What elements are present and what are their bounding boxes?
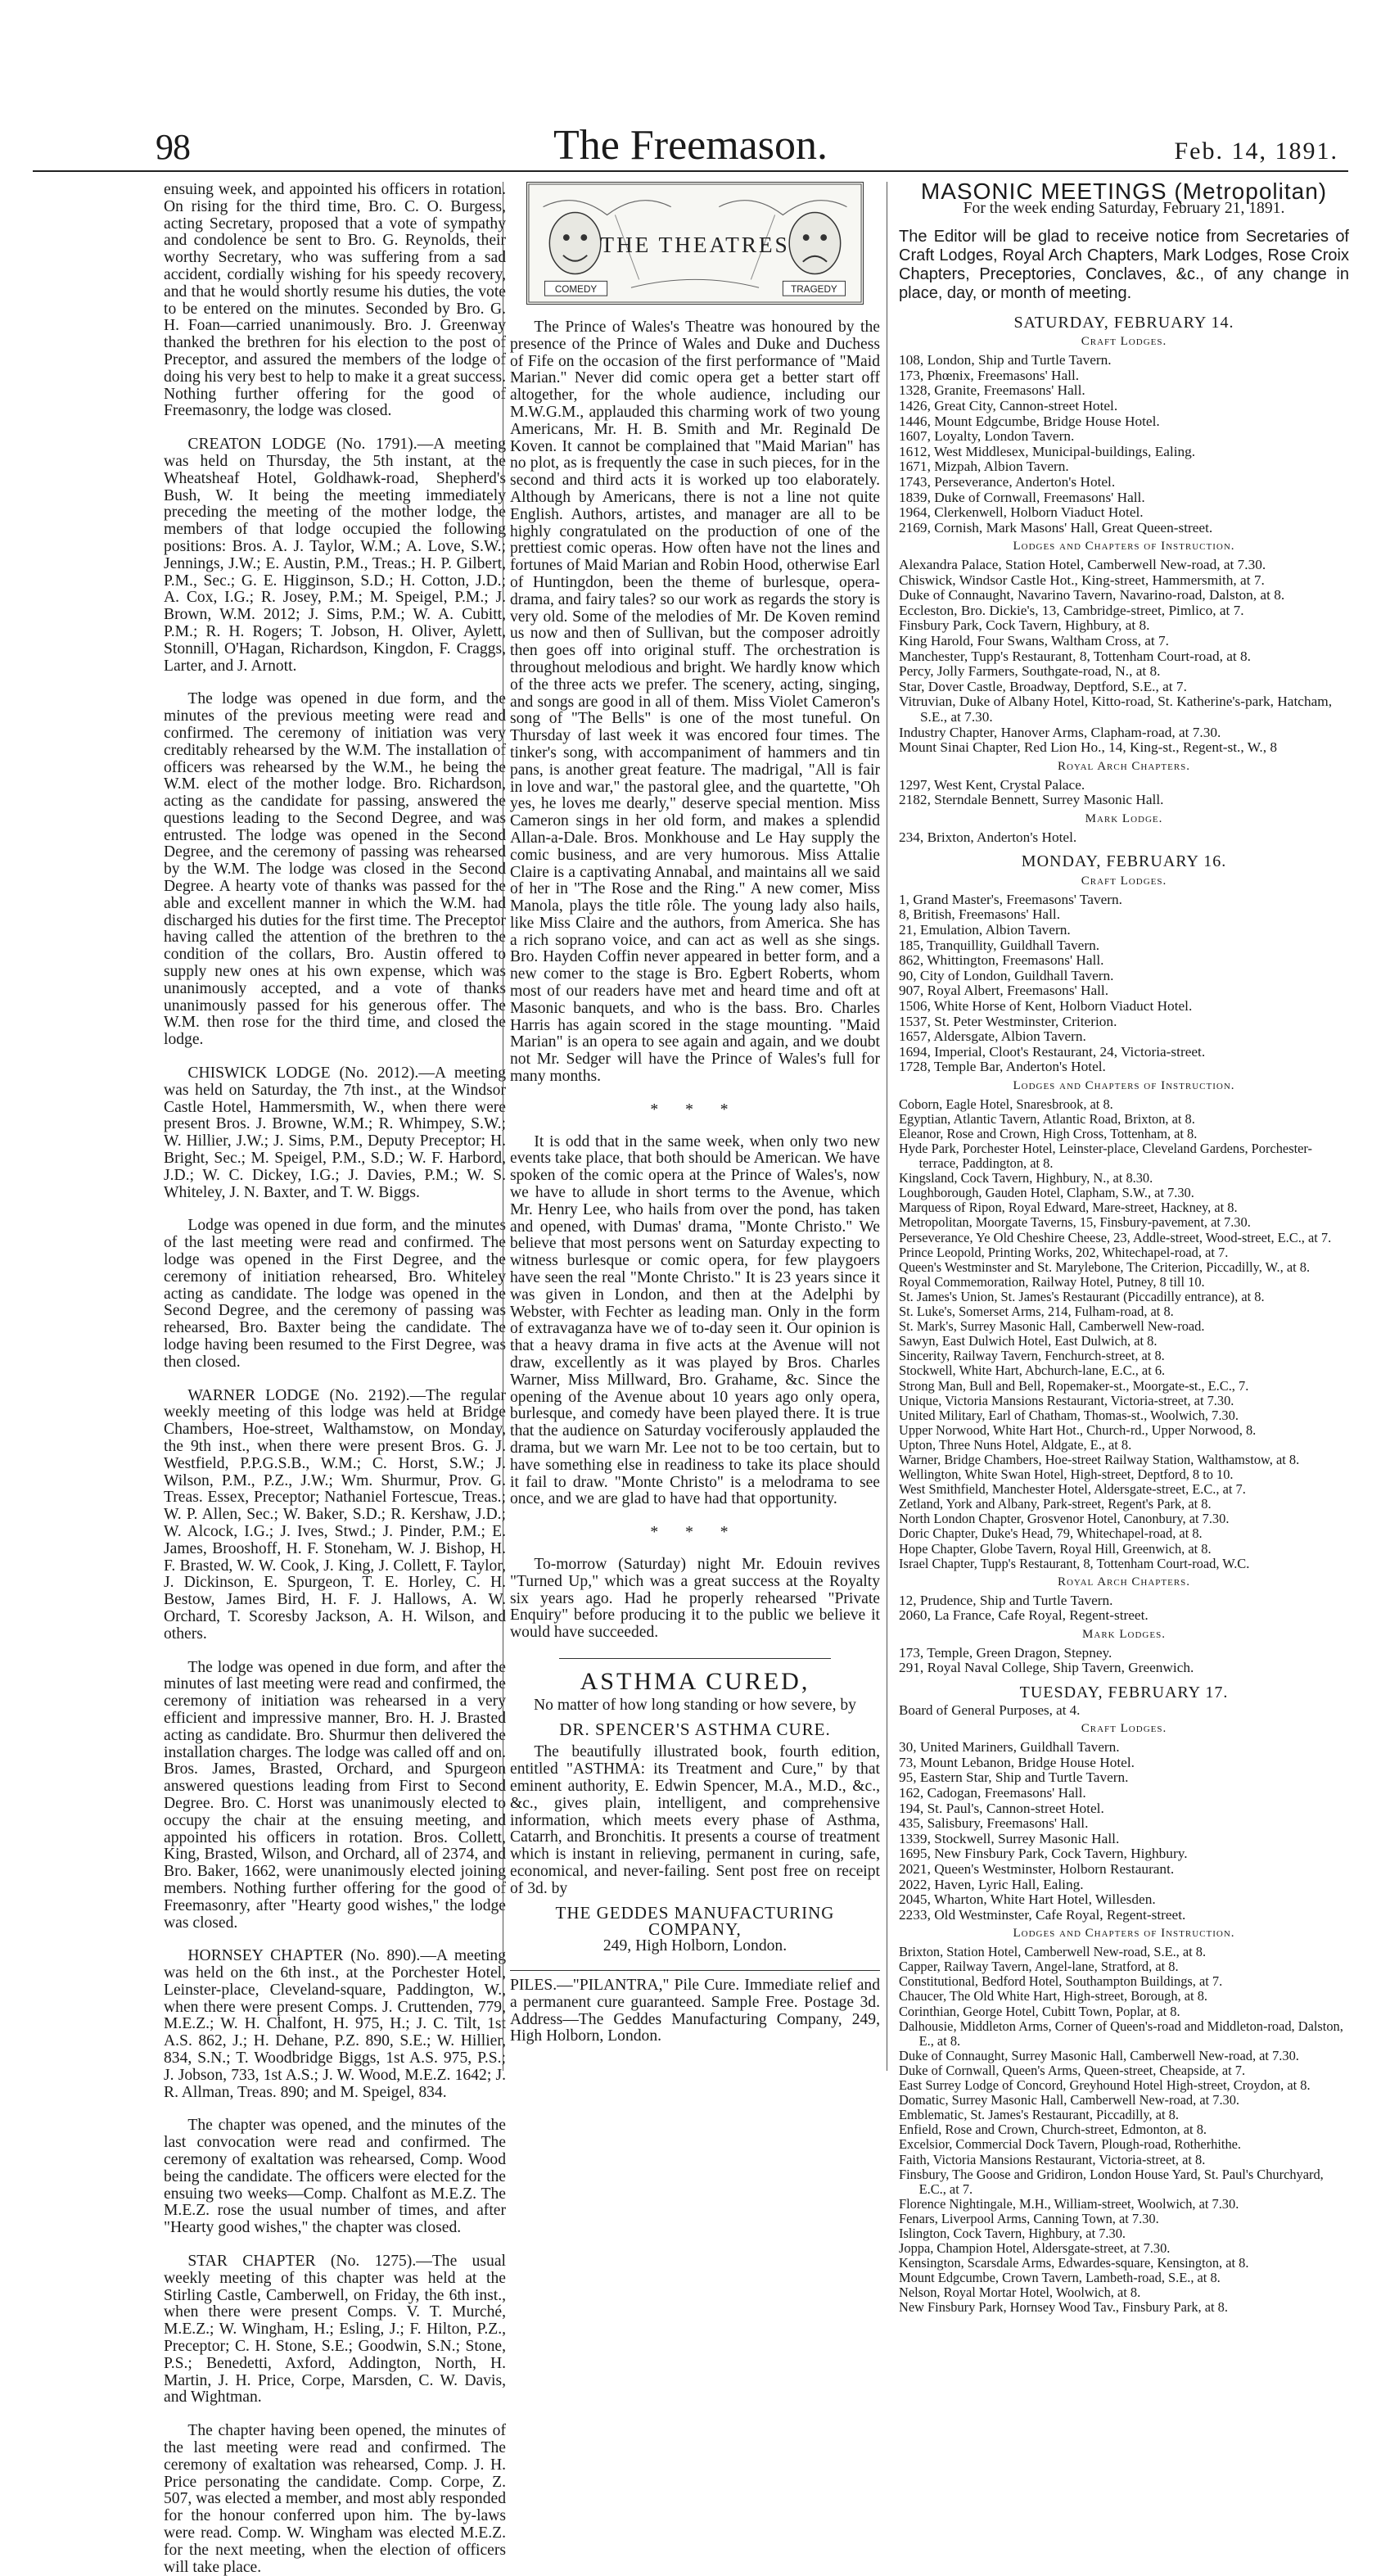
- theatres-banner: [526, 182, 864, 305]
- meeting-entry: Islington, Cock Tavern, Highbury, at 7.30.: [899, 2225, 1126, 2241]
- meeting-entry: Eccleston, Bro. Dickie's, 13, Cambridge-street, Pimlico, at 7.: [899, 602, 1244, 618]
- meeting-entry: Stockwell, White Hart, Abchurch-lane, E.C., at 6.: [899, 1363, 1166, 1379]
- advert-address: 249, High Holborn, London.: [602, 1937, 788, 1955]
- meeting-entry: Perseverance, Ye Old Cheshire Cheese, 23, Addle-street, Wood-street, E.C., at 7.: [899, 1229, 1332, 1245]
- saturday-craft-list: [899, 353, 1349, 536]
- meeting-entry: Duke of Cornwall, Queen's Arms, Queen-street, Cheapside, at 7.: [899, 2062, 1246, 2078]
- editor-note: The Editor will be glad to receive notice from Secretaries of Craft Lodges, Royal Arch Chapters, Mark Lodges, Rose Croix Chapters, Preceptories, Conclaves, &c., of any change in place, day, or month of meeting.: [899, 227, 1349, 302]
- tuesday-instruction-list: [899, 1945, 1349, 2315]
- meeting-entry: Upper Norwood, White Hart Hot., Church-rd., Upper Norwood, 8.: [899, 1421, 1257, 1438]
- right-column: [891, 179, 1349, 2316]
- masthead: [33, 121, 1348, 172]
- tuesday-craft-list: [899, 1740, 1349, 1923]
- report-paragraph: CREATON LODGE (No. 1791).—A meeting was held on Thursday, the 5th instant, at the Wheatsheaf Hotel, Goldhawk-road, Shepherd's Bush, W. It being the meeting immediately preceding the meeting of the mother lodge, the members of that lodge occupied the following positions: Bros. A. J. Taylor, W.M.; A. Love, S.W.; Jennings, J.W.; E. Austin, P.M., Treas.; H. P. Gilbert, P.M., Sec.; G. E. Higginson, S.D.; H. Cotton, J.D.; A. Cox, I.G.; R. Josey, P.M.; M. Speigel, P.M.; J. Brown, W.M. 2012; J. Sims, P.M.; W. A. Cubitt, P.M.; R. H. Rogers; T. Jobson, H. Oliver, Aylett, Stonnill, O'Hagan, Richardson, Kingdon, F. Craggs, Larter, and J. Arnott.: [164, 436, 506, 675]
- meeting-entry: St. Mark's, Surrey Masonic Hall, Camberwell New-road.: [899, 1318, 1205, 1335]
- report-paragraph: The lodge was opened in due form, and after the minutes of last meeting were read and confirmed, the ceremony of initiation was rehearsed in a very efficient and impressive manner, Bro. H. J. Brasted acting as candidate. Bro. Shurmur then delivered the installation charges. The lodge was called off and on. Bros. James, Brasted, Orchard, and Spurgeon answered questions leading from First to Second Degree. Bro. C. Horst was unanimously elected to occupy the chair at the ensuing meeting, and appointed his officers in rotation. Bros. Collett, King, Brasted, Wilson, and Orchard, all of 2374, and Bro. Baker, 1662, were unanimously elected joining members. Nothing further offering for the good of Freemasonry, after "Hearty good wishes," the lodge was closed.: [164, 1658, 506, 1932]
- meeting-entry: 95, Eastern Star, Ship and Turtle Tavern.: [899, 1769, 1129, 1786]
- meeting-entry: Warner, Bridge Chambers, Hoe-street Railway Station, Walthamstow, at 8.: [899, 1451, 1300, 1467]
- meeting-entry: Joppa, Champion Hotel, Aldersgate-street, at 7.30.: [899, 2240, 1171, 2257]
- meeting-entry: 291, Royal Naval College, Ship Tavern, Greenwich.: [899, 1660, 1194, 1676]
- banner-title: THE THEATRES: [600, 232, 790, 257]
- advert-tagline: No matter of how long standing or how severe, by: [534, 1696, 856, 1714]
- meeting-entry: Mount Edgcumbe, Crown Tavern, Lambeth-road, S.E., at 8.: [899, 2270, 1221, 2286]
- meeting-entry: 185, Tranquillity, Guildhall Tavern.: [899, 937, 1100, 953]
- section-heading: Mark Lodges.: [1082, 1627, 1166, 1641]
- meeting-entry: Unique, Victoria Mansions Restaurant, Victoria-street, at 7.30.: [899, 1392, 1234, 1408]
- advert-publisher: THE GEDDES MANUFACTURING COMPANY,: [555, 1902, 835, 1940]
- monday-mark-list: [899, 1646, 1349, 1676]
- section-separator: * * *: [650, 1524, 740, 1542]
- meeting-entry: 73, Mount Lebanon, Bridge House Hotel.: [899, 1754, 1135, 1770]
- meeting-entry: Florence Nightingale, M.H., William-street, Woolwich, at 7.30.: [899, 2195, 1239, 2212]
- meeting-entry: Faith, Victoria Mansions Restaurant, Victoria-street, at 8.: [899, 2151, 1206, 2167]
- meeting-entry: 435, Salisbury, Freemasons' Hall.: [899, 1815, 1089, 1832]
- meeting-entry: Doric Chapter, Duke's Head, 79, Whitechapel-road, at 8.: [899, 1525, 1203, 1542]
- advert-body: The beautifully illustrated book, fourth edition, entitled "ASTHMA: its Treatment and Cure," by that eminent authority, E. Edwin Spencer, M.A., M.D., &c., &c., gives plain, intelligent, and comprehensive information, which meets every phase of Asthma, Catarrh, and Bronchitis. It presents a course of treatment which is instant in relieving, permanent in curing, safe, economical, and never-failing. Sent post free on receipt of 3d. by: [510, 1743, 880, 1897]
- meeting-entry: 1728, Temple Bar, Anderton's Hotel.: [899, 1059, 1106, 1075]
- day-heading-monday: MONDAY, FEBRUARY 16.: [1021, 852, 1227, 871]
- meeting-entry: New Finsbury Park, Hornsey Wood Tav., Finsbury Park, at 8.: [899, 2299, 1228, 2316]
- meeting-entry: 234, Brixton, Anderton's Hotel.: [899, 829, 1077, 845]
- meeting-entry: Israel Chapter, Tupp's Restaurant, 8, Tottenham Court-road, W.C.: [899, 1555, 1250, 1571]
- meeting-entry: Percy, Jolly Farmers, Southgate-road, N., at 8.: [899, 663, 1161, 680]
- meeting-entry: Constitutional, Bedford Hotel, Southampton Buildings, at 7.: [899, 1973, 1223, 1990]
- middle-column: [503, 182, 887, 2071]
- meeting-entry: 1964, Clerkenwell, Holborn Viaduct Hotel.: [899, 504, 1144, 521]
- meeting-entry: 1743, Perseverance, Anderton's Hotel.: [899, 473, 1116, 490]
- meeting-entry: Prince Leopold, Printing Works, 202, Whitechapel-road, at 7.: [899, 1244, 1229, 1260]
- meeting-entry: 2169, Cornish, Mark Masons' Hall, Great Queen-street.: [899, 519, 1213, 536]
- meeting-entry: Sincerity, Railway Tavern, Fenchurch-street, at 8.: [899, 1348, 1165, 1364]
- meeting-entry: 2021, Queen's Westminster, Holborn Restaurant.: [899, 1861, 1175, 1878]
- meeting-entry: Domatic, Surrey Masonic Hall, Camberwell New-road, at 7.30.: [899, 2092, 1240, 2108]
- page-number: 98: [156, 127, 190, 167]
- meeting-entry: Upton, Three Nuns Hotel, Aldgate, E., at 8.: [899, 1436, 1132, 1453]
- meeting-entry: 30, United Mariners, Guildhall Tavern.: [899, 1739, 1120, 1756]
- meeting-entry: 862, Whittington, Freemasons' Hall.: [899, 952, 1104, 969]
- meeting-entry: 1, Grand Master's, Freemasons' Tavern.: [899, 891, 1122, 907]
- meeting-entry: King Harold, Four Swans, Waltham Cross, at 7.: [899, 633, 1169, 649]
- meetings-title: MASONIC MEETINGS (Metropolitan): [920, 179, 1328, 204]
- meeting-entry: Royal Commemoration, Railway Hotel, Putney, 8 till 10.: [899, 1273, 1205, 1290]
- section-heading: Lodges and Chapters of Instruction.: [1013, 540, 1235, 554]
- theatre-paragraph: The Prince of Wales's Theatre was honoured by the presence of the Prince of Wales and Duke and Duchess of Fife on the occasion of the first performance of "Maid Marian." Never did comic opera get a better start off altogether, for the whole audience, including our M.W.G.M., applauded this charming work of two young Americans, Mr. H. B. Smith and Mr. Reginald De Koven. It cannot be complained that "Maid Marian" has no plot, as is frequently the case in such pieces, for in the second and third acts it is worked up too elaborately. Although by Americans, there is not a line not quite English. Authors, artistes, and manager are all to be highly congratulated on the production of one of the prettiest comic operas. How often have not the lines and fortunes of Maid Marian and Robin Hood, otherwise Earl of Huntingdon, been the theme of burlesque, opera-drama, and fairy tales? so our work as regards the story is very old. Some of the melodies of Mr. De Koven remind us now and then of Sullivan, but the composer adroitly then goes off into original stuff. The orchestration is throughout melodious and bright. We hardly know which of the three acts we prefer. The scenery, acting, singing, and songs are good in all of them. Miss Violet Cameron's song of "The Bells" is one of the most tuneful. On Thursday of last week it was encored four times. The tinker's song, with accompaniment of hammers and tin pans, is another great feature. The madrigal, "All is fair in love and war," the pastoral glee, and the quartette, "Oh yes, he loves me dearly," deserve special mention. Miss Cameron sings in her old form, and makes a splendid Allan-a-Dale. Bros. Monkhouse and Le Hay supply the comic business, and are very humorous. Miss Attalie Claire is a captivating Annabal, and maintains all we said of her in "The Rose and the Ring." A new comer, Miss Manola, plays the title rôle. The young lady also hails, like Miss Claire and the authors, from America. She has a rich soprano voice, and can act as well as she sings. Bro. Hayden Coffin never appeared in better form, and a new comer to the stage is Bro. Egbert Roberts, whom most of our readers have met and heard time and oft at Masonic banquets, and who is the bass. Bro. Charles Harris has again scored in the stage mounting. "Maid Marian" is an opera to see again and again, and we doubt not Mr. Sedger will have the Prince of Wales's full for many months.: [510, 319, 880, 1086]
- meeting-entry: Wellington, White Swan Hotel, High-street, Deptford, 8 to 10.: [899, 1467, 1234, 1483]
- meeting-entry: North London Chapter, Grosvenor Hotel, Canonbury, at 7.30.: [899, 1511, 1230, 1527]
- monday-instruction-list: [899, 1097, 1349, 1571]
- meeting-entry: Eleanor, Rose and Crown, High Cross, Tottenham, at 8.: [899, 1125, 1198, 1141]
- report-paragraph: The chapter having been opened, the minutes of the last meeting were read and confirmed. The ceremony of exaltation was rehearsed, Comp. J. H. Price personating the candidate. Comp. Corpe, Z. 507, was elected a member, and most ably responded for the honour conferred upon him. The by-laws were read. Comp. W. Wingham was elected M.E.Z. for the next meeting, when the election of officers will take place.: [164, 2422, 506, 2576]
- meeting-entry: Excelsior, Commercial Dock Tavern, Plough-road, Rotherhithe.: [899, 2136, 1242, 2153]
- page-title: The Freemason.: [553, 122, 828, 169]
- meeting-entry: Corinthian, George Hotel, Cubitt Town, Poplar, at 8.: [899, 2003, 1180, 2019]
- meeting-entry: 162, Cadogan, Freemasons' Hall.: [899, 1785, 1086, 1801]
- meeting-entry: 2022, Haven, Lyric Hall, Ealing.: [899, 1876, 1084, 1892]
- meeting-entry: 2182, Sterndale Bennett, Surrey Masonic Hall.: [899, 792, 1164, 808]
- page-date: Feb. 14, 1891.: [1174, 138, 1338, 165]
- banner-tragedy-label: TRAGEDY: [791, 284, 837, 296]
- meeting-entry: Queen's Westminster and St. Marylebone, The Criterion, Piccadilly, W., at 8.: [899, 1259, 1311, 1275]
- meeting-entry: 2060, La France, Cafe Royal, Regent-street.: [899, 1607, 1149, 1624]
- meeting-entry: Sawyn, East Dulwich Hotel, East Dulwich, at 8.: [899, 1333, 1158, 1349]
- meeting-entry: Capper, Railway Tavern, Angel-lane, Stratford, at 8.: [899, 1959, 1179, 1975]
- meeting-entry: Kensington, Scarsdale Arms, Edwardes-square, Kensington, at 8.: [899, 2255, 1249, 2271]
- meeting-entry: 2045, Wharton, White Hart Hotel, Willesden.: [899, 1891, 1156, 1908]
- meeting-entry: 907, Royal Albert, Freemasons' Hall.: [899, 983, 1109, 999]
- meeting-entry: 108, London, Ship and Turtle Tavern.: [899, 352, 1112, 368]
- meeting-entry: 173, Temple, Green Dragon, Stepney.: [899, 1644, 1112, 1661]
- meeting-entry: Nelson, Royal Mortar Hotel, Woolwich, at 8.: [899, 2285, 1141, 2301]
- meeting-entry: West Smithfield, Manchester Hotel, Aldersgate-street, E.C., at 7.: [899, 1481, 1246, 1498]
- meeting-entry: 1657, Aldersgate, Albion Tavern.: [899, 1028, 1086, 1045]
- meeting-entry: Marquess of Ripon, Royal Edward, Mare-street, Hackney, at 8.: [899, 1200, 1238, 1216]
- meeting-entry: 1694, Imperial, Cloot's Restaurant, 24, Victoria-street.: [899, 1043, 1206, 1060]
- meeting-entry: 1446, Mount Edgcumbe, Bridge House Hotel.: [899, 413, 1160, 429]
- meeting-entry: Vitruvian, Duke of Albany Hotel, Kitto-road, St. Katherine's-park, Hatcham, S.E., at 7.30.: [899, 694, 1333, 725]
- board-notice: Board of General Purposes, at 4.: [899, 1702, 1081, 1719]
- asthma-advert: [510, 1667, 880, 1955]
- meeting-entry: 194, St. Paul's, Cannon-street Hotel.: [899, 1800, 1104, 1816]
- monday-craft-list: [899, 893, 1349, 1075]
- meeting-entry: Duke of Connaught, Navarino Tavern, Navarino-road, Dalston, at 8.: [899, 587, 1285, 603]
- piles-advert: PILES.—"PILANTRA," Pile Cure. Immediate relief and a permanent cure guaranteed. Sample Free. Postage 3d. Address—The Geddes Manufacturing Company, 249, High Holborn, London.: [510, 1970, 880, 2045]
- section-heading: Mark Lodge.: [1085, 811, 1163, 825]
- meeting-entry: Star, Dover Castle, Broadway, Deptford, S.E., at 7.: [899, 678, 1187, 694]
- day-heading-tuesday: TUESDAY, FEBRUARY 17.: [1019, 1683, 1229, 1702]
- meeting-entry: 1612, West Middlesex, Municipal-buildings, Ealing.: [899, 443, 1196, 459]
- section-heading: Craft Lodges.: [1081, 874, 1167, 888]
- report-paragraph: CHISWICK LODGE (No. 2012).—A meeting was held on Saturday, the 7th inst., at the Windsor Castle Hotel, Hammersmith, W., when there were present Bros. J. Browne, W.M.; R. Whimpey, S.W.; W. Hillier, J.W.; J. Sims, P.M., Deputy Preceptor; H. Bright, Sec.; M. Speigel, P.M., S.D.; W. F. Harbord, J.D.; W. C. Dickey, I.G.; J. Davies, P.M.; W. S. Whiteley, J. N. Baxter, and T. W. Biggs.: [164, 1064, 506, 1201]
- meeting-entry: 1537, St. Peter Westminster, Criterion.: [899, 1013, 1117, 1029]
- report-paragraph: The chapter was opened, and the minutes of the last convocation were read and confirmed. The ceremony of exaltation was rehearsed, Comp. Wood being the candidate. The officers were elected for the ensuing two weeks—Comp. Chalfont as M.E.Z. The M.E.Z. rose the usual number of times, and after "Hearty good wishes," the chapter was closed.: [164, 2117, 506, 2237]
- meeting-entry: Finsbury Park, Cock Tavern, Highbury, at 8.: [899, 617, 1150, 634]
- meeting-entry: Loughborough, Gauden Hotel, Clapham, S.W., at 7.30.: [899, 1185, 1194, 1201]
- meeting-entry: Finsbury, The Goose and Gridiron, London House Yard, St. Paul's Churchyard, E.C., at 7.: [899, 2166, 1324, 2197]
- section-heading: Craft Lodges.: [1081, 335, 1167, 349]
- meeting-entry: 12, Prudence, Ship and Turtle Tavern.: [899, 1592, 1113, 1608]
- meeting-entry: 1607, Loyalty, London Tavern.: [899, 428, 1075, 445]
- theatre-paragraph: It is odd that in the same week, when only two new events take place, that both should be American. We have spoken of the comic opera at the Prince of Wales's, now we have to allude in short terms to the Avenue, which Mr. Henry Lee, who hails from over the pond, has taken and opened, with Dumas' drama, "Monte Christo." We believe that most persons went on Saturday expecting to witness burlesque or comic opera, for few playgoers have seen the real "Monte Christo." It is 23 years since it was given in London, and then at the Adelphi by Webster, with Fechter as leading man. Only in the form of extravaganza have we of to-day seen it. Our opinion is that a heavy drama in five acts at the Avenue will not draw, excellently as it was played by Bros. Charles Warner, Miss Millward, Bro. Grahame, &c. Since the opening of the Avenue about 10 years ago only opera, burlesque, and comedy have been played there. It is true that the audience on Saturday vociferously applauded the drama, but we warn Mr. Lee not to be too certain, but to have something else in readiness to take its place should it fail to draw. "Monte Christo" is a melodrama to see once, and we are glad to have had that opportunity.: [510, 1132, 880, 1508]
- meeting-entry: Alexandra Palace, Station Hotel, Camberwell New-road, at 7.30.: [899, 557, 1266, 573]
- section-heading: Lodges and Chapters of Instruction.: [1013, 1078, 1235, 1092]
- meeting-entry: Egyptian, Atlantic Tavern, Atlantic Road, Brixton, at 8.: [899, 1110, 1195, 1127]
- divider: [559, 1658, 831, 1659]
- saturday-mark-list: [899, 830, 1349, 846]
- meeting-entry: Metropolitan, Moorgate Taverns, 15, Finsbury-pavement, at 7.30.: [899, 1214, 1251, 1231]
- meeting-entry: Emblematic, St. James's Restaurant, Piccadilly, at 8.: [899, 2107, 1179, 2123]
- meeting-entry: Hope Chapter, Globe Tavern, Royal Hill, Greenwich, at 8.: [899, 1540, 1212, 1557]
- monday-royal-arch-list: [899, 1593, 1349, 1624]
- report-paragraph: ensuing week, and appointed his officers in rotation. On rising for the third time, Bro. C. O. Burgess, acting Secretary, proposed that a vote of sympathy and condolence be sent to Bro. G. Reynolds, their worthy Secretary, who was suffering from a sad accident, cordially wishing for his speedy recovery, and that he would shortly resume his duties, the vote to be entered on the minutes. Seconded by Bro. G. H. Foan—carried unanimously. Bro. J. Greenway thanked the brethren for his election to the post of Preceptor, and assured the members of the lodge of doing his very best to help to make it a great success. Nothing further offering for the good of Freemasonry, the lodge was closed.: [164, 181, 506, 420]
- report-paragraph: The lodge was opened in due form, and the minutes of the previous meeting were read and confirmed. The ceremony of initiation was very creditably rehearsed by the W.M. The installation of officers was rehearsed by the W.M., he being the W.M. elect of the mother lodge. Bro. Richardson, acting as the candidate for passing, answered the questions leading to the Second Degree, and was entrusted. The lodge was opened in the Second Degree, and the ceremony of passing was rehearsed by the W.M. The lodge was closed in the Second Degree. A hearty vote of thanks was passed for the able and excellent manner in which the W.M. had discharged his duties for the first time. The Preceptor having called the attention of the brethren to the condition of the collars, Bro. Austin offered to supply new ones at his own expense, which was unanimously accepted, and a vote of thanks unanimously passed for his generous offer. The W.M. then rose for the third time, and closed the lodge.: [164, 690, 506, 1049]
- banner-comedy-label: COMEDY: [554, 284, 598, 296]
- meeting-entry: Mount Sinai Chapter, Red Lion Ho., 14, King-st., Regent-st., W., 8: [899, 739, 1278, 756]
- meeting-entry: Strong Man, Bull and Bell, Ropemaker-st., Moorgate-st., E.C., 7.: [899, 1377, 1249, 1394]
- section-heading: Craft Lodges.: [1081, 1722, 1167, 1736]
- meeting-entry: 1695, New Finsbury Park, Cock Tavern, Highbury.: [899, 1846, 1188, 1862]
- meeting-entry: Enfield, Rose and Crown, Church-street, Edmonton, at 8.: [899, 2122, 1207, 2138]
- meeting-entry: St. James's Union, St. James's Restaurant (Piccadilly entrance), at 8.: [899, 1288, 1265, 1304]
- meeting-entry: Duke of Connaught, Surrey Masonic Hall, Camberwell New-road, at 7.30.: [899, 2047, 1299, 2063]
- meeting-entry: Fenars, Liverpool Arms, Canning Town, at 7.30.: [899, 2210, 1159, 2226]
- meeting-entry: Zetland, York and Albany, Park-street, Regent's Park, at 8.: [899, 1496, 1212, 1512]
- advert-product: DR. SPENCER'S ASTHMA CURE.: [559, 1719, 831, 1739]
- meeting-entry: Hyde Park, Porchester Hotel, Leinster-place, Cleveland Gardens, Porchester-terrace, Paddington, at 8.: [899, 1141, 1312, 1172]
- meeting-entry: 1297, West Kent, Crystal Palace.: [899, 776, 1085, 793]
- meeting-entry: 1506, White Horse of Kent, Holborn Viaduct Hotel.: [899, 997, 1193, 1014]
- section-heading: Royal Arch Chapters.: [1057, 1575, 1191, 1589]
- meeting-entry: Brixton, Station Hotel, Camberwell New-road, S.E., at 8.: [899, 1944, 1207, 1960]
- report-paragraph: STAR CHAPTER (No. 1275).—The usual weekly meeting of this chapter was held at the Stirling Castle, Camberwell, on Friday, the 6th inst., when there were present Comps. V. T. Murché, M.E.Z.; W. Wingham, H.; Esling, J.; F. Hilton, P.Z., Preceptor; C. H. Stone, S.E.; Goodwin, S.N.; Stone, P.S.; Benedetti, Axford, Addington, North, H. Martin, J. H. Price, Corpe, Marsden, C. W. Davis, and Wightman.: [164, 2253, 506, 2407]
- saturday-royal-arch-list: [899, 778, 1349, 808]
- meeting-entry: Chiswick, Windsor Castle Hot., King-street, Hammersmith, at 7.: [899, 572, 1265, 588]
- meeting-entry: 1339, Stockwell, Surrey Masonic Hall.: [899, 1830, 1120, 1846]
- report-paragraph: Lodge was opened in due form, and the minutes of the last meeting were read and confirmed. The lodge was opened in the First Degree, and the ceremony of initiation rehearsed, Bro. Whiteley acting as candidate. The lodge was opened in the Second Degree, and the ceremony of passing was rehearsed, Bro. Baxter being the candidate. The lodge having been resumed to the First Degree, was then closed.: [164, 1217, 506, 1371]
- meeting-entry: 8, British, Freemasons' Hall.: [899, 906, 1061, 923]
- meeting-entry: 173, Phœnix, Freemasons' Hall.: [899, 367, 1080, 383]
- meeting-entry: Industry Chapter, Hanover Arms, Clapham-road, at 7.30.: [899, 724, 1221, 740]
- meeting-entry: 1839, Duke of Cornwall, Freemasons' Hall.: [899, 489, 1145, 505]
- meeting-entry: 1328, Granite, Freemasons' Hall.: [899, 382, 1085, 399]
- left-column: [164, 181, 506, 2576]
- section-heading: Lodges and Chapters of Instruction.: [1013, 1927, 1235, 1941]
- meeting-entry: Dalhousie, Middleton Arms, Corner of Queen's-road and Middleton-road, Dalston, E., at 8.: [899, 2018, 1343, 2049]
- meeting-entry: United Military, Earl of Chatham, Thomas-st., Woolwich, 7.30.: [899, 1407, 1239, 1423]
- meeting-entry: St. Luke's, Somerset Arms, 214, Fulham-road, at 8.: [899, 1304, 1174, 1320]
- theatre-masks-illustration: [527, 183, 863, 304]
- day-heading-saturday: SATURDAY, FEBRUARY 14.: [1013, 313, 1234, 332]
- report-paragraph: WARNER LODGE (No. 2192).—The regular weekly meeting of this lodge was held at Bridge Chambers, Hoe-street, Walthamstow, on Monday, the 9th inst., when there were present Bros. G. J. Westfield, P.P.G.S.B., W.M.; C. Horst, S.W.; J. Wilson, P.M., P.Z., J.W.; Wm. Shurmur, Prov. G. Treas. Essex, Preceptor; Nathaniel Fortescue, Treas.; W. P. Allen, Sec.; W. Baker, S.D.; R. Kershaw, J.D.; W. Alcock, I.G.; J. Ives, Stwd.; J. Pinder, P.M.; E. James, Brooshoff, H. F. Stoneham, W. J. Bishop, H. F. Brasted, W. W. Cook, J. King, J. Collett, F. Taylor, J. Dickinson, E. Spurgeon, T. E. Horley, C. H. Bestow, James Bird, H. F. J. Hallows, A. W. Orchard, T. Scoresby Jackson, A. H. Wilson, and others.: [164, 1386, 506, 1643]
- meeting-entry: 21, Emulation, Albion Tavern.: [899, 921, 1071, 938]
- meeting-entry: 1671, Mizpah, Albion Tavern.: [899, 459, 1069, 475]
- meeting-entry: Manchester, Tupp's Restaurant, 8, Tottenham Court-road, at 8.: [899, 648, 1251, 664]
- meetings-subtitle: For the week ending Saturday, February 21, 1891.: [963, 199, 1285, 217]
- meeting-entry: 2233, Old Westminster, Cafe Royal, Regent-street.: [899, 1906, 1186, 1923]
- meeting-entry: Coborn, Eagle Hotel, Snaresbrook, at 8.: [899, 1096, 1113, 1112]
- section-separator: * * *: [650, 1100, 740, 1119]
- report-paragraph: HORNSEY CHAPTER (No. 890).—A meeting was held on the 6th inst., at the Porchester Hotel, Leinster-place, Cleveland-square, Paddington, W., when there were present Comps. J. Cruttenden, 779, M.E.Z.; W. H. Chalfont, H. 975, H.; J. C. Tilt, 1st A.S. 862, J.; H. Dehane, P.Z. 890, S.E.; W. Hillier, 834, S.N.; T. Woodbridge Biggs, 1st A.S. 975, P.S.; J. Jobson, 733, 1st A.S.; J. W. Wood, M.E.Z. 1642; J. R. Allman, Treas. 890; and M. Speigel, 834.: [164, 1947, 506, 2101]
- meeting-entry: 1426, Great City, Cannon-street Hotel.: [899, 397, 1118, 414]
- section-heading: Royal Arch Chapters.: [1057, 759, 1191, 773]
- saturday-instruction-list: [899, 558, 1349, 756]
- meeting-entry: East Surrey Lodge of Concord, Greyhound Hotel High-street, Croydon, at 8.: [899, 2077, 1311, 2094]
- advert-heading: ASTHMA CURED,: [580, 1667, 810, 1695]
- theatre-paragraph: To-morrow (Saturday) night Mr. Edouin revives "Turned Up," which was a great success at the Royalty six years ago. Had he properly rehearsed "Private Enquiry" before producing it to the public we believe it would have succeeded.: [510, 1555, 880, 1642]
- meeting-entry: 90, City of London, Guildhall Tavern.: [899, 967, 1114, 983]
- meeting-entry: Kingsland, Cock Tavern, Highbury, N., at 8.30.: [899, 1170, 1153, 1186]
- meeting-entry: Chaucer, The Old White Hart, High-street, Borough, at 8.: [899, 1988, 1207, 2004]
